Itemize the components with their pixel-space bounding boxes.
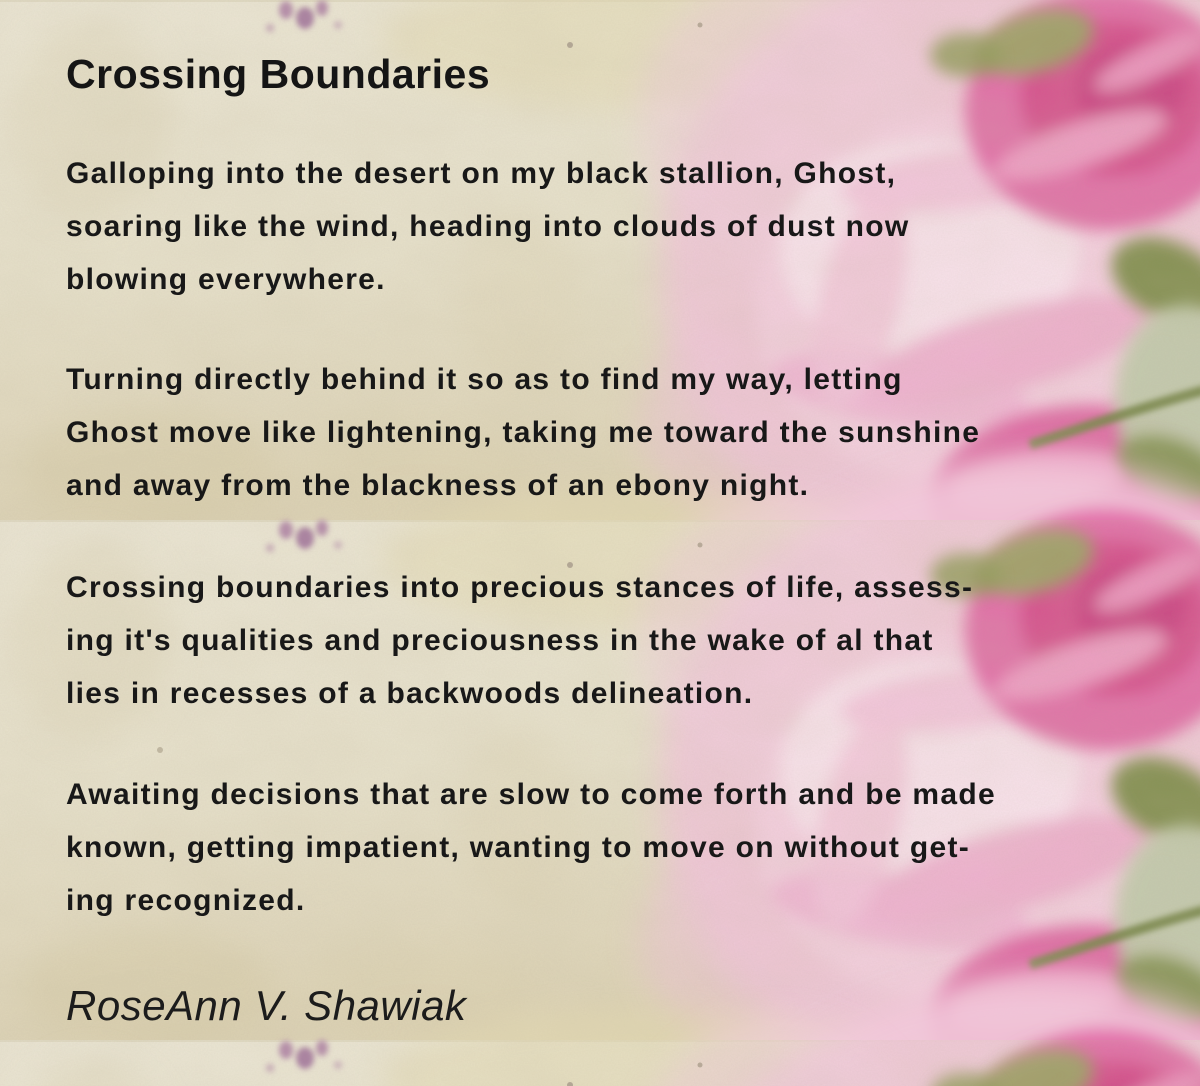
poem-title: Crossing Boundaries bbox=[66, 51, 491, 97]
poem-line: Crossing boundaries into precious stances of life, assess- bbox=[66, 571, 974, 604]
poem-line: ing recognized. bbox=[66, 884, 306, 917]
stanza-2 bbox=[66, 353, 980, 512]
poem-line: and away from the blackness of an ebony night. bbox=[66, 469, 810, 502]
poem-line: lies in recesses of a backwoods delineation. bbox=[66, 677, 754, 710]
stanza-1 bbox=[66, 147, 910, 306]
stanza-4 bbox=[66, 768, 996, 927]
stanza-3 bbox=[66, 561, 973, 720]
poem-line: Awaiting decisions that are slow to come forth and be made bbox=[66, 778, 997, 811]
poem-line: ing it's qualities and preciousness in the wake of al that bbox=[66, 624, 934, 657]
poem-author: RoseAnn V. Shawiak bbox=[66, 982, 467, 1029]
poem-line: Turning directly behind it so as to find my way, letting bbox=[66, 363, 903, 396]
poem-line: blowing everywhere. bbox=[66, 263, 386, 296]
poem-line: known, getting impatient, wanting to move on without get- bbox=[66, 831, 971, 864]
poem-line: Ghost move like lightening, taking me toward the sunshine bbox=[66, 416, 981, 449]
poem-line: soaring like the wind, heading into clouds of dust now bbox=[66, 210, 910, 243]
poem-line: Galloping into the desert on my black stallion, Ghost, bbox=[66, 157, 897, 190]
